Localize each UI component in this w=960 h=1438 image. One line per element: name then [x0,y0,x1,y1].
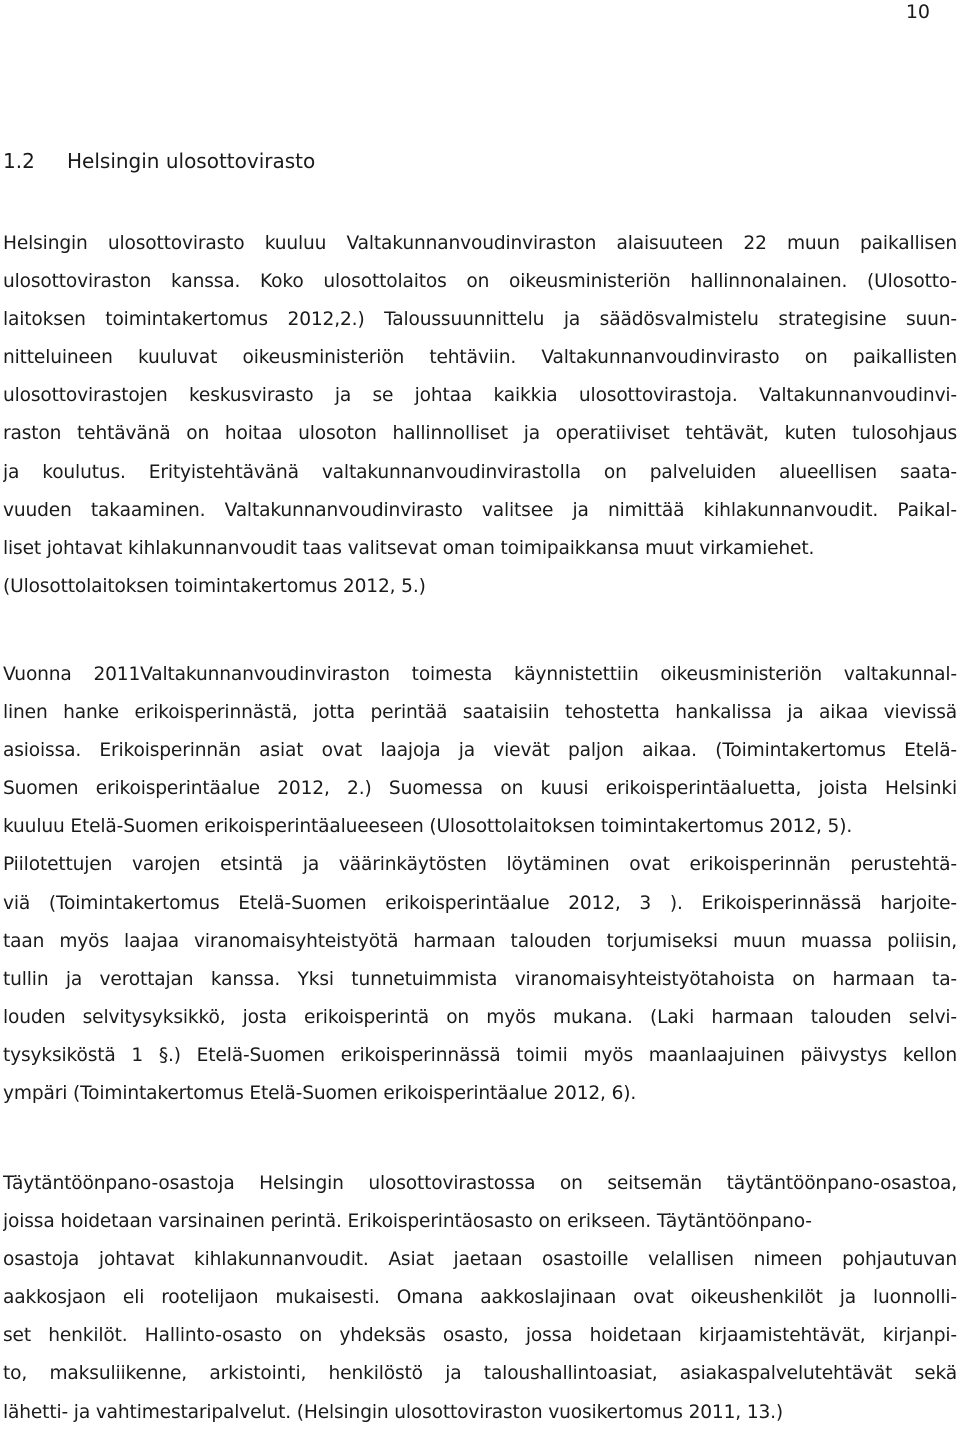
section-heading [3,148,315,174]
text-line: osastoja johtavat kihlakunnanvoudit. Asiat jaetaan osastoille velallisen nimeen pohjautuvan [3,1249,957,1271]
paragraph-special-collection [3,656,957,1113]
paragraph-departments [3,1165,957,1432]
text-line: liset johtavat kihlakunnanvoudit taas valitsevat oman toimipaikkansa muut virkamiehet. [3,537,815,559]
text-line: ulosottoviraston kanssa. Koko ulosottolaitos on oikeusministeriön hallinnonalainen. (Ulosotto- [3,271,957,293]
text-line: lähetti- ja vahtimestaripalvelut. (Helsingin ulosottoviraston vuosikertomus 2011, 13.) [3,1401,784,1423]
text-line: joissa hoidetaan varsinainen perintä. Erikoisperintäosasto on erikseen. Täytäntöönpano- [3,1211,812,1233]
text-line: laitoksen toimintakertomus 2012,2.) Taloussuunnittelu ja säädösvalmistelu strategisine suun- [3,309,957,331]
text-line: set henkilöt. Hallinto-osasto on yhdeksäs osasto, jossa hoidetaan kirjaamistehtävät, kirjanpi- [3,1325,957,1347]
text-line: linen hanke erikoisperinnästä, jotta perintää saataisiin tehostetta hankalissa ja aikaa vievissä [3,702,957,724]
text-line: viä (Toimintakertomus Etelä-Suomen erikoisperintäalue 2012, 3 ). Erikoisperinnässä harjoite- [3,892,957,914]
text-line: vuuden takaaminen. Valtakunnanvoudinvirasto valitsee ja nimittää kihlakunnanvoudit. Paikal- [3,499,957,521]
paragraph-organization [3,225,957,606]
text-line: ja koulutus. Erityistehtävänä valtakunnanvoudinvirastolla on palveluiden alueellisen saata- [3,461,957,483]
section-title: Helsingin ulosottovirasto [67,149,316,173]
text-line: ympäri (Toimintakertomus Etelä-Suomen erikoisperintäalue 2012, 6). [3,1083,637,1105]
text-line: Vuonna 2011Valtakunnanvoudinviraston toimesta käynnistettiin oikeusministeriön valtakunnal- [3,664,957,685]
text-line: tysyksiköstä 1 §.) Etelä-Suomen erikoisperinnässä toimii myös maanlaajuinen päivystys kellon [3,1044,957,1066]
text-line: Suomen erikoisperintäalue 2012, 2.) Suomessa on kuusi erikoisperintäaluetta, joista Helsinki [3,778,957,800]
text-line: raston tehtävänä on hoitaa ulosoton hallinnolliset ja operatiiviset tehtävät, kuten tulosohjaus [3,423,957,445]
text-line: nitteluineen kuuluvat oikeusministeriön tehtäviin. Valtakunnanvoudinvirasto on paikallisten [3,347,957,369]
text-line: asioissa. Erikoisperinnän asiat ovat laajoja ja vievät paljon aikaa. (Toimintakertomus Etelä- [3,740,957,762]
text-line: tullin ja verottajan kanssa. Yksi tunnetuimmista viranomaisyhteistyötahoista on harmaan ta- [3,968,957,990]
text-line: Piilotettujen varojen etsintä ja väärinkäytösten löytäminen ovat erikoisperinnän perustehtä- [3,854,957,876]
text-line: kuuluu Etelä-Suomen erikoisperintäalueeseen (Ulosottolaitoksen toimintakertomus 2012, 5). [3,816,853,838]
text-line: louden selvitysyksikkö, josta erikoisperintä on myös mukana. (Laki harmaan talouden selvi- [3,1006,957,1028]
text-line: ulosottovirastojen keskusvirasto ja se johtaa kaikkia ulosottovirastoja. Valtakunnanvoudinvi- [3,385,957,407]
section-number: 1.2 [3,149,35,173]
text-line: Täytäntöönpano-osastoja Helsingin ulosottovirastossa on seitsemän täytäntöönpano-osastoa, [3,1173,957,1194]
text-line: Helsingin ulosottovirasto kuuluu Valtakunnanvoudinviraston alaisuuteen 22 muun paikallisen [3,233,957,254]
text-line: to, maksuliikenne, arkistointi, henkilöstö ja taloushallintoasiat, asiakaspalvelutehtävät sekä [3,1363,957,1385]
text-line: aakkosjaon eli rootelijaon mukaisesti. Omana aakkoslajinaan ovat oikeushenkilöt ja luonnolli- [3,1287,957,1309]
text-line: (Ulosottolaitoksen toimintakertomus 2012, 5.) [3,575,426,597]
page-number: 10 [905,1,930,23]
text-line: taan myös laajaa viranomaisyhteistyötä harmaan talouden torjumiseksi muun muassa poliisin, [3,930,957,952]
